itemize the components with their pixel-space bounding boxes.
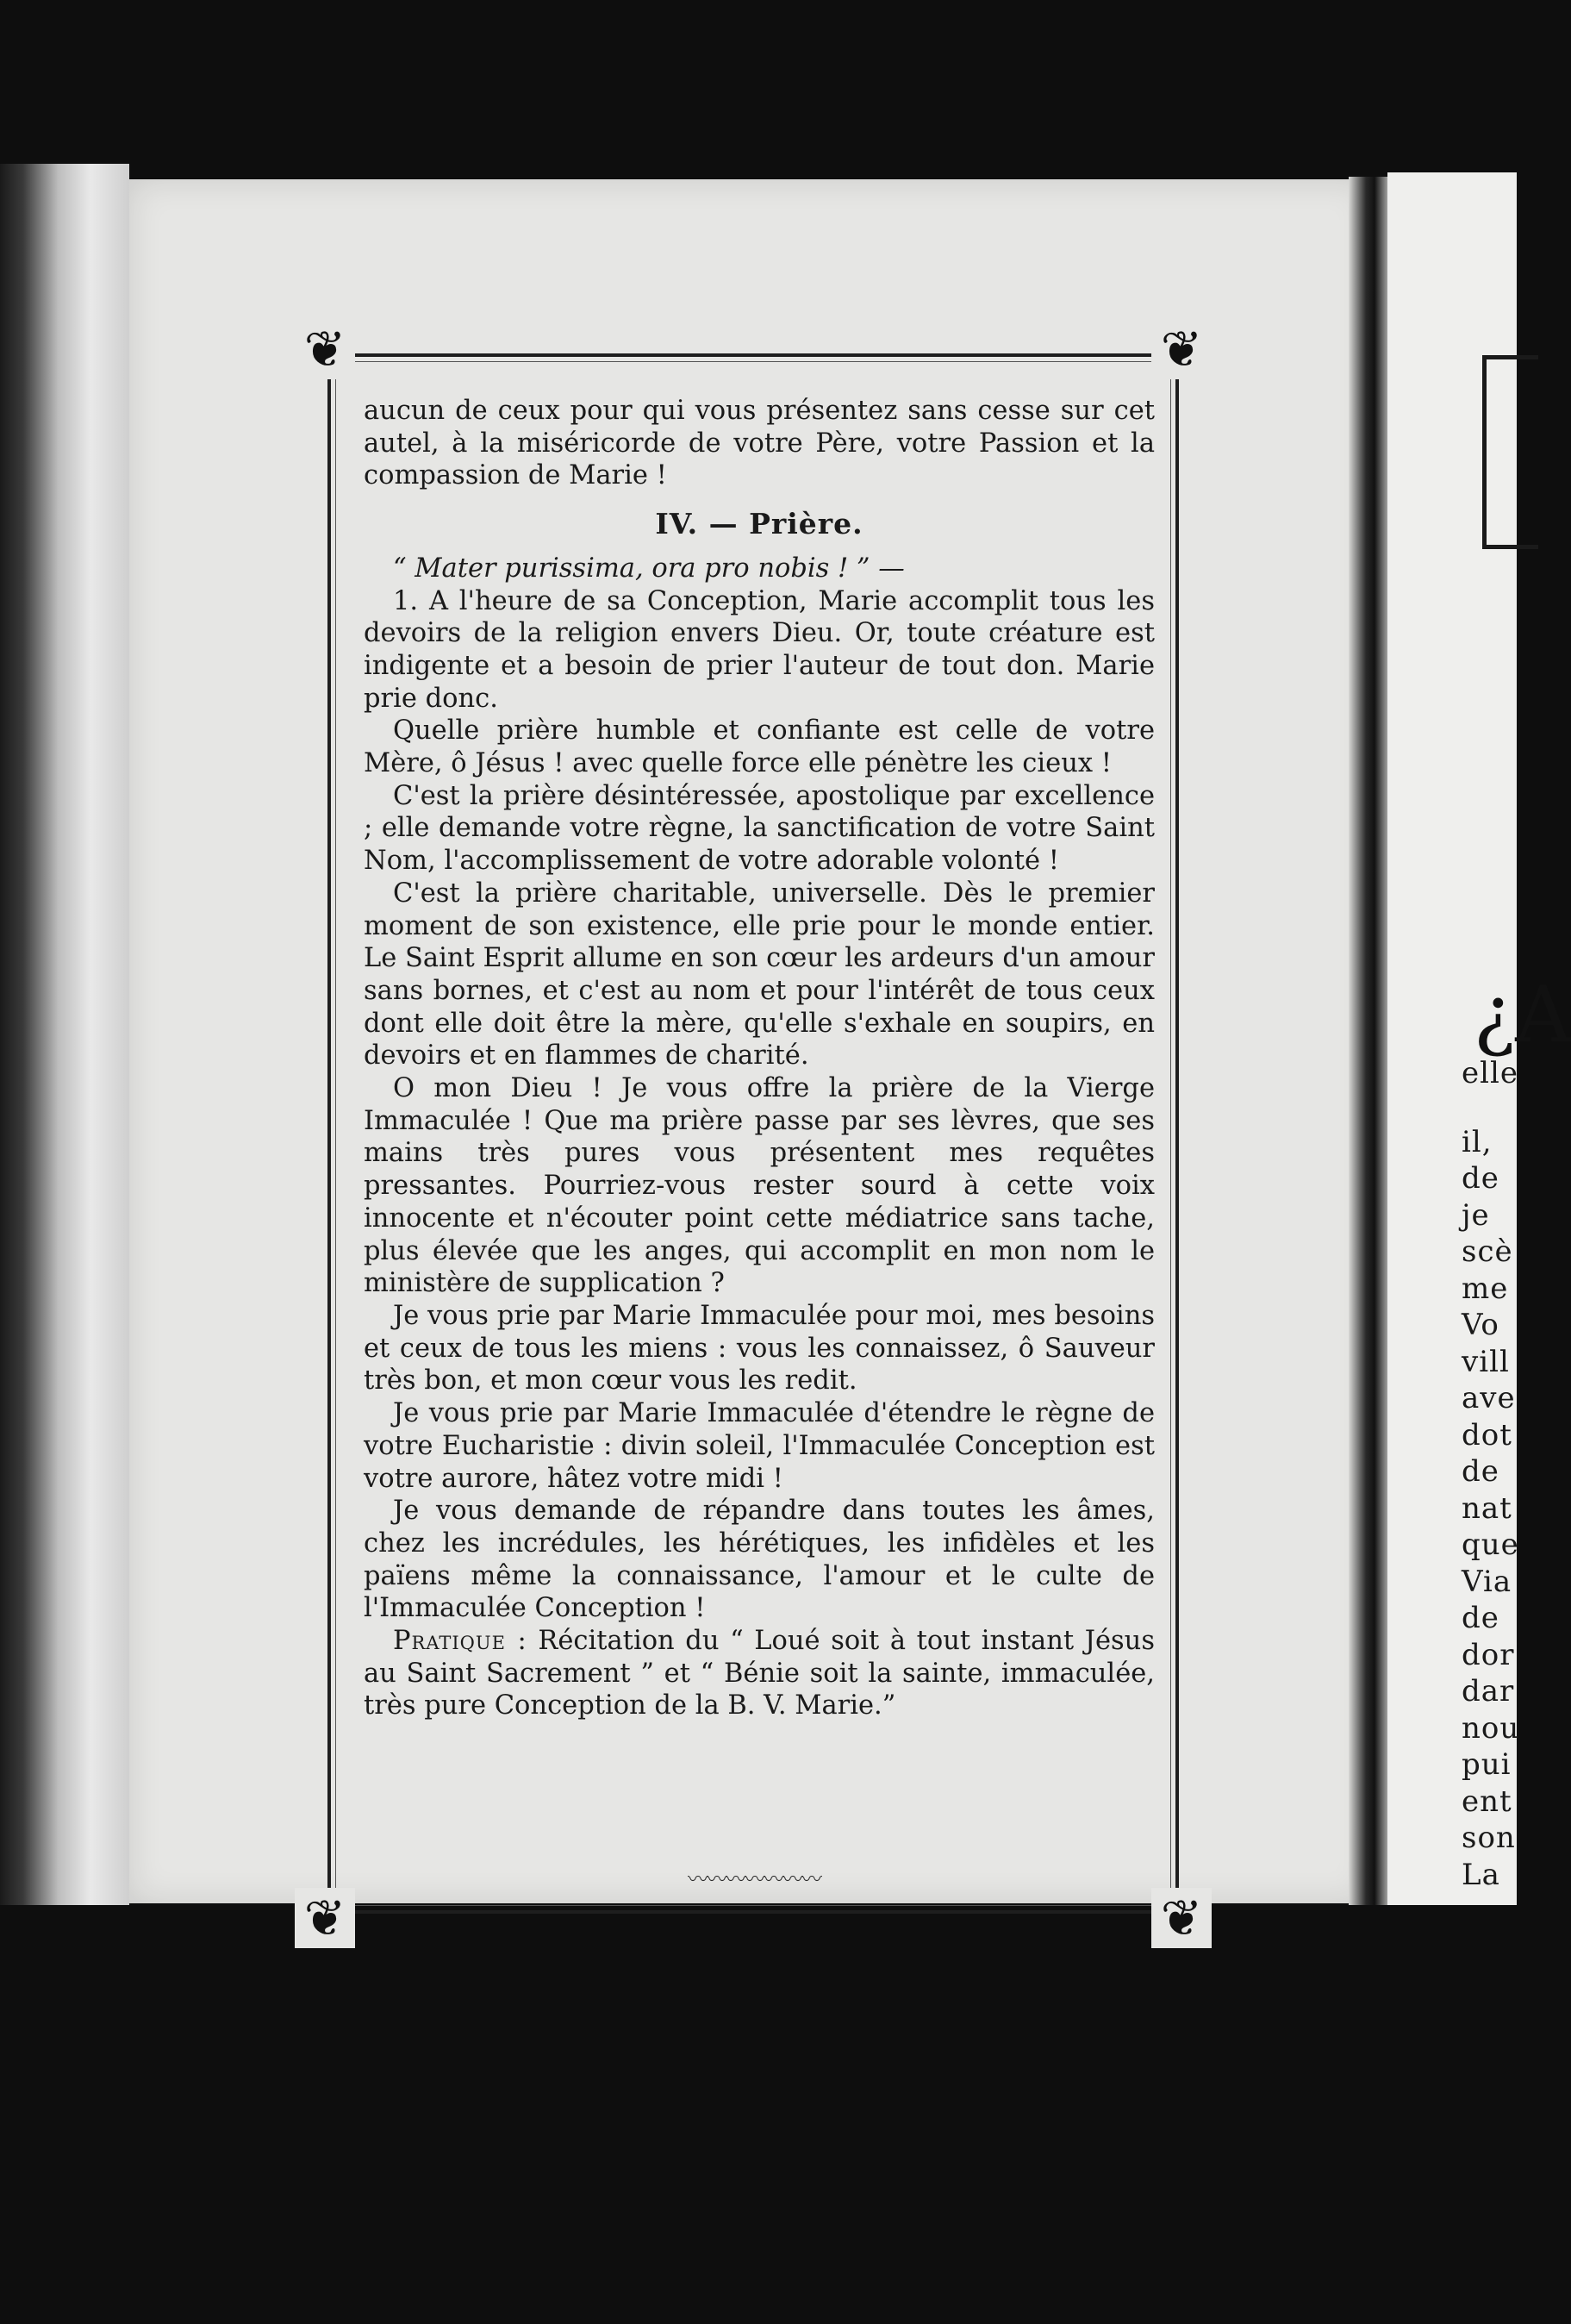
right-fragment: dar: [1462, 1674, 1515, 1709]
right-page: [1387, 172, 1571, 1905]
right-fragment: dor: [1462, 1638, 1515, 1672]
text-frame: [303, 320, 1203, 1947]
right-fragment: Via: [1462, 1565, 1512, 1599]
right-fragment: La: [1462, 1858, 1500, 1892]
leaf-ornament-icon: ❦: [1151, 1888, 1212, 1948]
paragraph: Je vous prie par Marie Immaculée pour moi, mes besoins et ceux de tous les miens : vous les connaissez, ô Sauveur très bon, et mon cœur vous les redit.: [364, 1300, 1155, 1396]
paragraph: O mon Dieu ! Je vous offre la prière de la Vierge Immaculée ! Que ma prière passe par ses lèvres, que ses mains très pures vous présentent mes requêtes pressantes. Pourriez-vous rester sourd à cette voix innocente et n'écouter point cette médiatrice sans tache, plus élevée que les anges, qui accomplit en mon nom le ministère de supplication ?: [364, 1073, 1155, 1299]
paragraph: 1. A l'heure de sa Conception, Marie accomplit tous les devoirs de la religion envers Dieu. Or, toute créature est indigente et a besoin de prier l'auteur de tout don. Marie prie donc.: [364, 585, 1155, 714]
right-fragment: Vo: [1462, 1308, 1499, 1342]
right-fragment: il,: [1462, 1125, 1493, 1159]
right-fragment: nou: [1462, 1711, 1520, 1746]
book-edge: [0, 164, 129, 1905]
paragraph: C'est la prière charitable, universelle. Dès le premier moment de son existence, elle prie pour le monde entier. Le Saint Esprit allume en son cœur les ardeurs d'un amour sans bornes, et c'est au nom et pour l'intérêt de tous ceux dont elle doit être la mère, qu'elle s'exhale en soupirs, en devoirs et en flammes de charité.: [364, 878, 1155, 1071]
right-fragment: son: [1462, 1821, 1516, 1855]
paragraph: Je vous prie par Marie Immaculée d'étendre le règne de votre Eucharistie : divin soleil, l'Immaculée Conception est votre aurore, hâtez votre midi !: [364, 1398, 1155, 1494]
right-fragment: dot: [1462, 1418, 1512, 1452]
right-fragment: de: [1462, 1454, 1499, 1489]
wavy-ornament: 〰〰〰〰〰〰〰: [688, 1867, 820, 1891]
right-page-initial: ¿A: [1474, 970, 1571, 1060]
right-fragment: ent: [1462, 1784, 1512, 1819]
right-fragment: ave: [1462, 1381, 1516, 1415]
continued-text: aucun de ceux pour qui vous présentez sans cesse sur cet autel, à la miséricorde de votre Père, votre Passion et la compassion de Marie !: [364, 396, 1155, 491]
right-fragment: pui: [1462, 1747, 1512, 1782]
pratique-text: Récitation du “ Loué soit à tout instant Jésus au Saint Sacrement ” et “ Bénie soit la sainte, immaculée, très pure Conception de la B. V. Marie.”: [364, 1626, 1155, 1721]
pratique-paragraph: [364, 1625, 1155, 1722]
right-fragment: scè: [1462, 1234, 1513, 1269]
section-heading: IV. — Prière.: [655, 507, 863, 541]
paragraph: C'est la prière désintéressée, apostolique par excellence ; elle demande votre règne, la sanctification de votre Saint Nom, l'accomplissement de votre adorable volonté !: [364, 780, 1155, 877]
paragraph: Je vous demande de répandre dans toutes les âmes, chez les incrédules, les hérétiques, les infidèles et les païens même la connaissance, l'amour et le culte de l'Immaculée Conception !: [364, 1496, 1155, 1624]
leaf-ornament-icon: ❦: [295, 319, 355, 379]
right-fragment: me: [1462, 1271, 1509, 1306]
leaf-ornament-icon: ❦: [1151, 319, 1212, 379]
right-fragment: nat: [1462, 1491, 1512, 1526]
leaf-ornament-icon: ❦: [295, 1888, 355, 1948]
paragraph: Quelle prière humble et confiante est celle de votre Mère, ô Jésus ! avec quelle force elle pénètre les cieux !: [364, 715, 1155, 779]
latin-invocation: “ Mater purissima, ora pro nobis ! ” —: [393, 553, 905, 584]
right-fragment: vill: [1462, 1345, 1510, 1379]
right-fragment: que: [1462, 1527, 1519, 1562]
right-fragment: je: [1462, 1198, 1490, 1233]
drop-cap-frame: [1482, 355, 1538, 549]
right-fragment: de: [1462, 1161, 1499, 1196]
pratique-label: Pratique :: [393, 1626, 527, 1657]
right-fragment: elle: [1462, 1056, 1518, 1090]
book-gutter: [1349, 177, 1392, 1905]
page-body: [364, 395, 1155, 1722]
right-fragment: de: [1462, 1601, 1499, 1635]
